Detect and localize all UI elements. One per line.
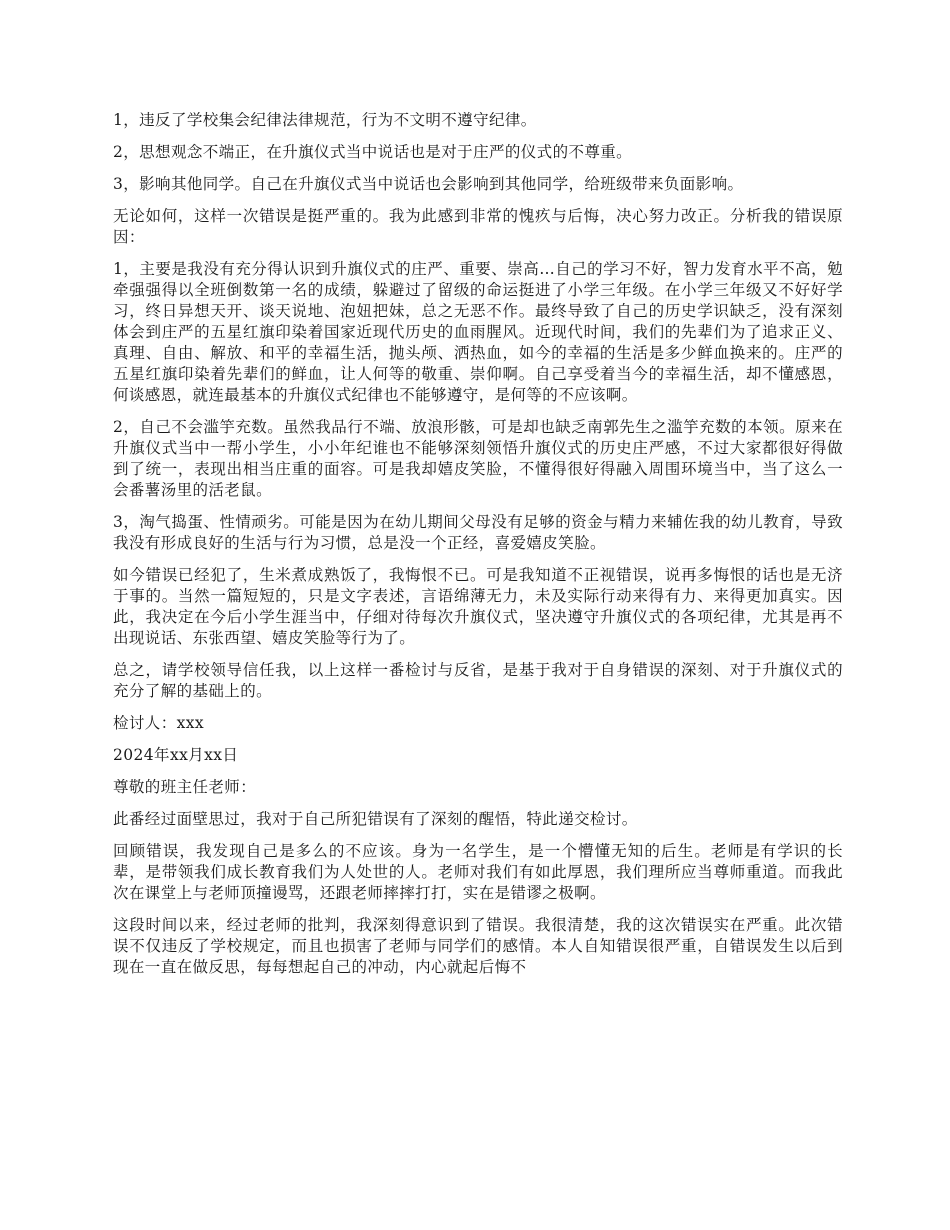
paragraph-8: 如今错误已经犯了，生米煮成熟饭了，我悔恨不已。可是我知道不正视错误，说再多悔恨的话也是无济于事的。当然一篇短短的，只是文字表述，言语绵薄无力，未及实际行动来得有力、来得更加真实。因此，我决定在今后小学生涯当中，仔细对待每次升旗仪式，坚决遵守升旗仪式的各项纪律，尤其是再不出现说话、东张西望、嬉皮笑脸等行为了。 [113, 566, 843, 647]
date-line: 2024年xx月xx日 [113, 746, 239, 764]
paragraph-7: 3，淘气捣蛋、性情顽劣。可能是因为在幼儿期间父母没有足够的资金与精力来辅佐我的幼儿教育，导致我没有形成良好的生活与行为习惯，总是没一个正经，喜爱嬉皮笑脸。 [113, 513, 843, 552]
paragraph-9: 总之，请学校领导信任我，以上这样一番检讨与反省，是基于我对于自身错误的深刻、对于升旗仪式的充分了解的基础上的。 [113, 661, 843, 700]
paragraph-5: 1，主要是我没有充分得认识到升旗仪式的庄严、重要、崇高…自己的学习不好，智力发育水平不高，勉牵强强得以全班倒数第一名的成绩，躲避过了留级的命运挺进了小学三年级。在小学三年级又不好好学习，终日异想天开、谈天说地、泡妞把妹，总之无恶不作。最终导致了自己的历史学识缺乏，没有深刻体会到庄严的五星红旗印染着国家近现代历史的血雨腥风。近现代时间，我们的先辈们为了追求正义、真理、自由、解放、和平的幸福生活，抛头颅、洒热血，如今的幸福的生活是多少鲜血换来的。庄严的五星红旗印染着先辈们的鲜血，让人何等的敬重、崇仰啊。自己享受着当今的幸福生活，却不懂感恩，何谈感恩，就连最基本的升旗仪式纪律也不能够遵守，是何等的不应该啊。 [113, 260, 843, 404]
paragraph-13: 此番经过面壁思过，我对于自己所犯错误有了深刻的醒悟，特此递交检讨。 [113, 810, 638, 828]
paragraph-4: 无论如何，这样一次错误是挺严重的。我为此感到非常的愧疚与后悔，决心努力改正。分析我的错误原因： [113, 207, 843, 246]
paragraph-6: 2，自己不会滥竽充数。虽然我品行不端、放浪形骸，可是却也缺乏南郭先生之滥竽充数的本领。原来在升旗仪式当中一帮小学生，小小年纪谁也不能够深刻领悟升旗仪式的历史庄严感，不过大家都很好得做到了统一，表现出相当庄重的面容。可是我却嬉皮笑脸，不懂得很好得融入周围环境当中，当了这么一会番薯汤里的活老鼠。 [113, 418, 843, 499]
paragraph-14: 回顾错误，我发现自己是多么的不应该。身为一名学生，是一个懵懂无知的后生。老师是有学识的长辈，是带领我们成长教育我们为人处世的人。老师对我们有如此厚恩，我们理所应当尊师重道。而我此次在课堂上与老师顶撞谩骂，还跟老师摔摔打打，实在是错谬之极啊。 [113, 842, 843, 902]
signature-line: 检讨人：xxx [113, 714, 205, 732]
salutation: 尊敬的班主任老师： [113, 778, 257, 796]
document-body [113, 110, 843, 989]
paragraph-2: 2，思想观念不端正，在升旗仪式当中说话也是对于庄严的仪式的不尊重。 [113, 143, 633, 161]
paragraph-1: 1，违反了学校集会纪律法律规范，行为不文明不遵守纪律。 [113, 111, 537, 129]
paragraph-3: 3，影响其他同学。自己在升旗仪式当中说话也会影响到其他同学，给班级带来负面影响。 [113, 175, 744, 193]
paragraph-15: 这段时间以来，经过老师的批判，我深刻得意识到了错误。我很清楚，我的这次错误实在严重。此次错误不仅违反了学校规定，而且也损害了老师与同学们的感情。本人自知错误很严重，自错误发生以后到现在一直在做反思，每每想起自己的冲动，内心就起后悔不 [113, 916, 843, 976]
